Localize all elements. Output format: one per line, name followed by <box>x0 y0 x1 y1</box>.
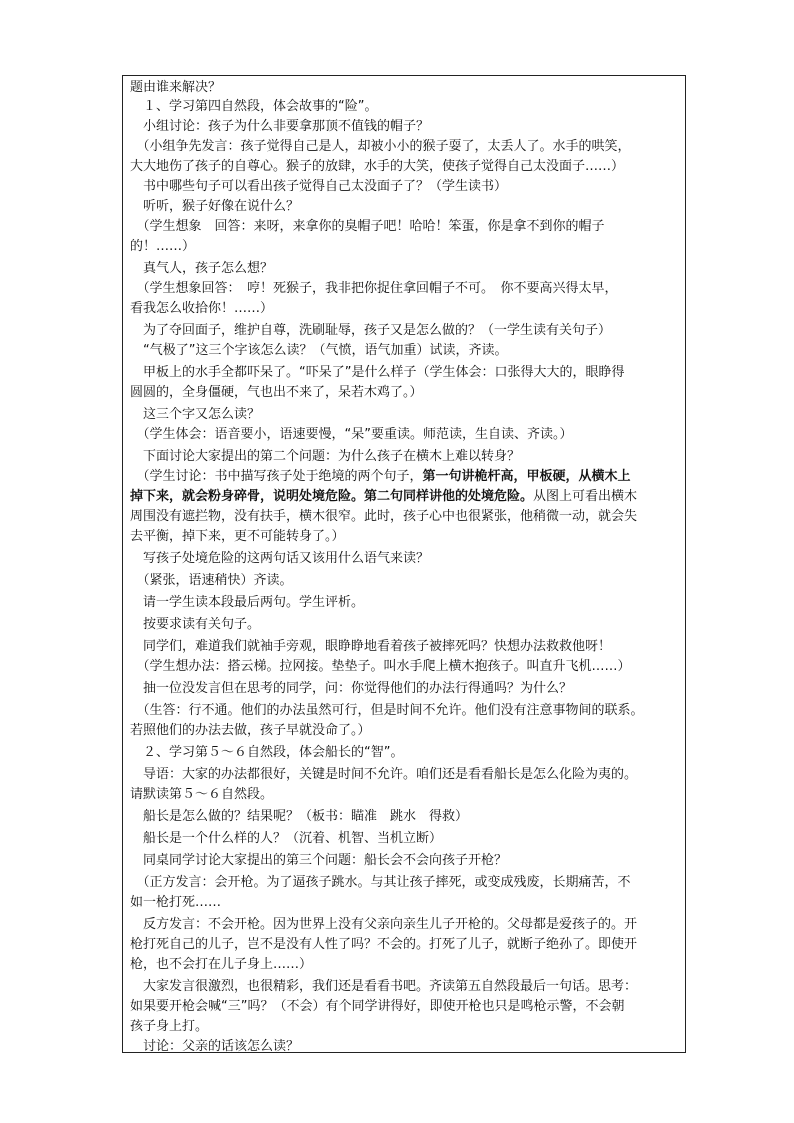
text-line: 抽一位没发言但在思考的同学，问：你觉得他们的办法行得通吗？为什么？ <box>130 681 573 696</box>
text-line: 枪打死自己的儿子，岂不是没有人性了吗？不会的。打死了儿子，就断子绝孙了。即使开 <box>130 937 638 952</box>
text-line: 掉下来，就会粉身碎骨，说明处境危险。第二句同样讲他的处境危险。从图上可看出横木 <box>130 489 638 504</box>
bold-emphasis: 掉下来，就会粉身碎骨，说明处境危险。第二句同样讲他的处境危险。 <box>130 489 534 504</box>
text-line: 书中哪些句子可以看出孩子觉得自己太没面子了？（学生读书） <box>130 179 508 194</box>
text-line: “气极了”这三个字该怎么读？（气愤，语气加重）试读，齐读。 <box>130 343 508 358</box>
text-line: 看我怎么收拾你！……） <box>130 301 274 316</box>
text-line: （生答：行不通。他们的办法虽然可行，但是时间不允许。他们没有注意事物间的联系。 <box>130 703 644 718</box>
text-line: 如果要开枪会喊“三”吗？（不会）有个同学讲得好，即使开枪也只是鸣枪示警，不会朝 <box>130 999 625 1014</box>
text-line: 为了夺回面子，维护自尊，洗刷耻辱，孩子又是怎么做的？（一学生读有关句子） <box>130 323 612 338</box>
text-line: （学生想办法：搭云梯。拉网接。垫垫子。叫水手爬上横木抱孩子。叫直升飞机……） <box>130 659 631 674</box>
text-line: （紧张，语速稍快）齐读。 <box>130 573 293 588</box>
text-line: 同桌同学讨论大家提出的第三个问题：船长会不会向孩子开枪？ <box>130 853 508 868</box>
text-line: （学生想象 回答：来呀，来拿你的臭帽子吧！哈哈！笨蛋，你是拿不到你的帽子 <box>130 219 605 234</box>
text-line: （小组争先发言：孩子觉得自己是人，却被小小的猴子耍了，太丢人了。水手的哄笑， <box>130 139 631 154</box>
text-line: 甲板上的水手全都吓呆了。“吓呆了”是什么样子（学生体会：口张得大大的，眼睁得 <box>130 365 625 380</box>
text-line: 圆圆的，全身僵硬，气也出不来了，呆若木鸡了。） <box>130 385 423 400</box>
text-line: 小组讨论：孩子为什么非要拿那顶不值钱的帽子？ <box>130 119 430 134</box>
text-line: 写孩子处境危险的这两句话又该用什么语气来读？ <box>130 551 430 566</box>
text-line: 枪，也不会打在儿子身上……） <box>130 957 313 972</box>
text-line: 同学们，难道我们就袖手旁观，眼睁睁地看着孩子被摔死吗？快想办法救救他呀！ <box>130 639 612 654</box>
text-line: 周围没有遮拦物，没有扶手，横木很窄。此时，孩子心中也很紧张，他稍微一动，就会失 <box>130 509 638 524</box>
text-line: 按要求读有关句子。 <box>130 617 261 632</box>
text-line: 这三个字又怎么读？ <box>130 407 261 422</box>
text-line: （学生体会：语音要小，语速要慢，“呆”要重读。师范读，生自读、齐读。） <box>130 427 573 442</box>
text-line: 请一学生读本段最后两句。学生评析。 <box>130 595 365 610</box>
bold-emphasis: 第一句讲桅杆高，甲板硬，从横木上 <box>422 469 631 484</box>
text-line: 反方发言：不会开枪。因为世界上没有父亲向亲生儿子开枪的。父母都是爱孩子的。开 <box>130 917 638 932</box>
text-line: （正方发言：会开枪。为了逼孩子跳水。与其让孩子摔死，或变成残废，长期痛苦，不 <box>130 875 631 890</box>
text-line: 去平衡，掉下来，更不可能转身了。） <box>130 529 345 544</box>
text-line: 船长是一个什么样的人？（沉着、机智、当机立断） <box>130 831 443 846</box>
text-line: 大家发言很激烈，也很精彩，我们还是看看书吧。齐读第五自然段最后一句话。思考： <box>130 979 638 994</box>
text-line: 讨论：父亲的话该怎么读？ <box>130 1039 300 1054</box>
text-line: 若照他们的办法去做，孩子早就没命了。） <box>130 723 371 738</box>
text-line: 孩子身上打。 <box>130 1019 209 1034</box>
text-line: 听听，猴子好像在说什么？ <box>130 199 300 214</box>
text-line: 真气人，孩子怎么想？ <box>130 261 274 276</box>
text-line: 导语：大家的办法都很好，关键是时间不允许。咱们还是看看船长是怎么化险为夷的。 <box>130 767 638 782</box>
text-line: ２、学习第５～６自然段，体会船长的“智”。 <box>130 745 404 760</box>
text-line: １、学习第四自然段，体会故事的“险”。 <box>130 99 378 114</box>
text-line: 大大地伤了孩子的自尊心。猴子的放肆，水手的大笑，使孩子觉得自己太没面子……） <box>130 159 625 174</box>
text-line: 请默读第５～６自然段。 <box>130 787 274 802</box>
text-line: 船长是怎么做的？结果呢？（板书：瞄准 跳水 得救） <box>130 809 469 824</box>
text-line: 如一枪打死…… <box>130 895 222 910</box>
text-line: （学生讨论：书中描写孩子处于绝境的两个句子，第一句讲桅杆高，甲板硬，从横木上 <box>130 469 631 484</box>
text-line: 的！……） <box>130 239 196 254</box>
text-line: 下面讨论大家提出的第二个问题：为什么孩子在横木上难以转身？ <box>130 449 521 464</box>
text-line: （学生想象回答： 哼！死猴子，我非把你捉住拿回帽子不可。 你不要高兴得太早， <box>130 281 618 296</box>
text-line: 题由谁来解决？ <box>130 80 222 95</box>
